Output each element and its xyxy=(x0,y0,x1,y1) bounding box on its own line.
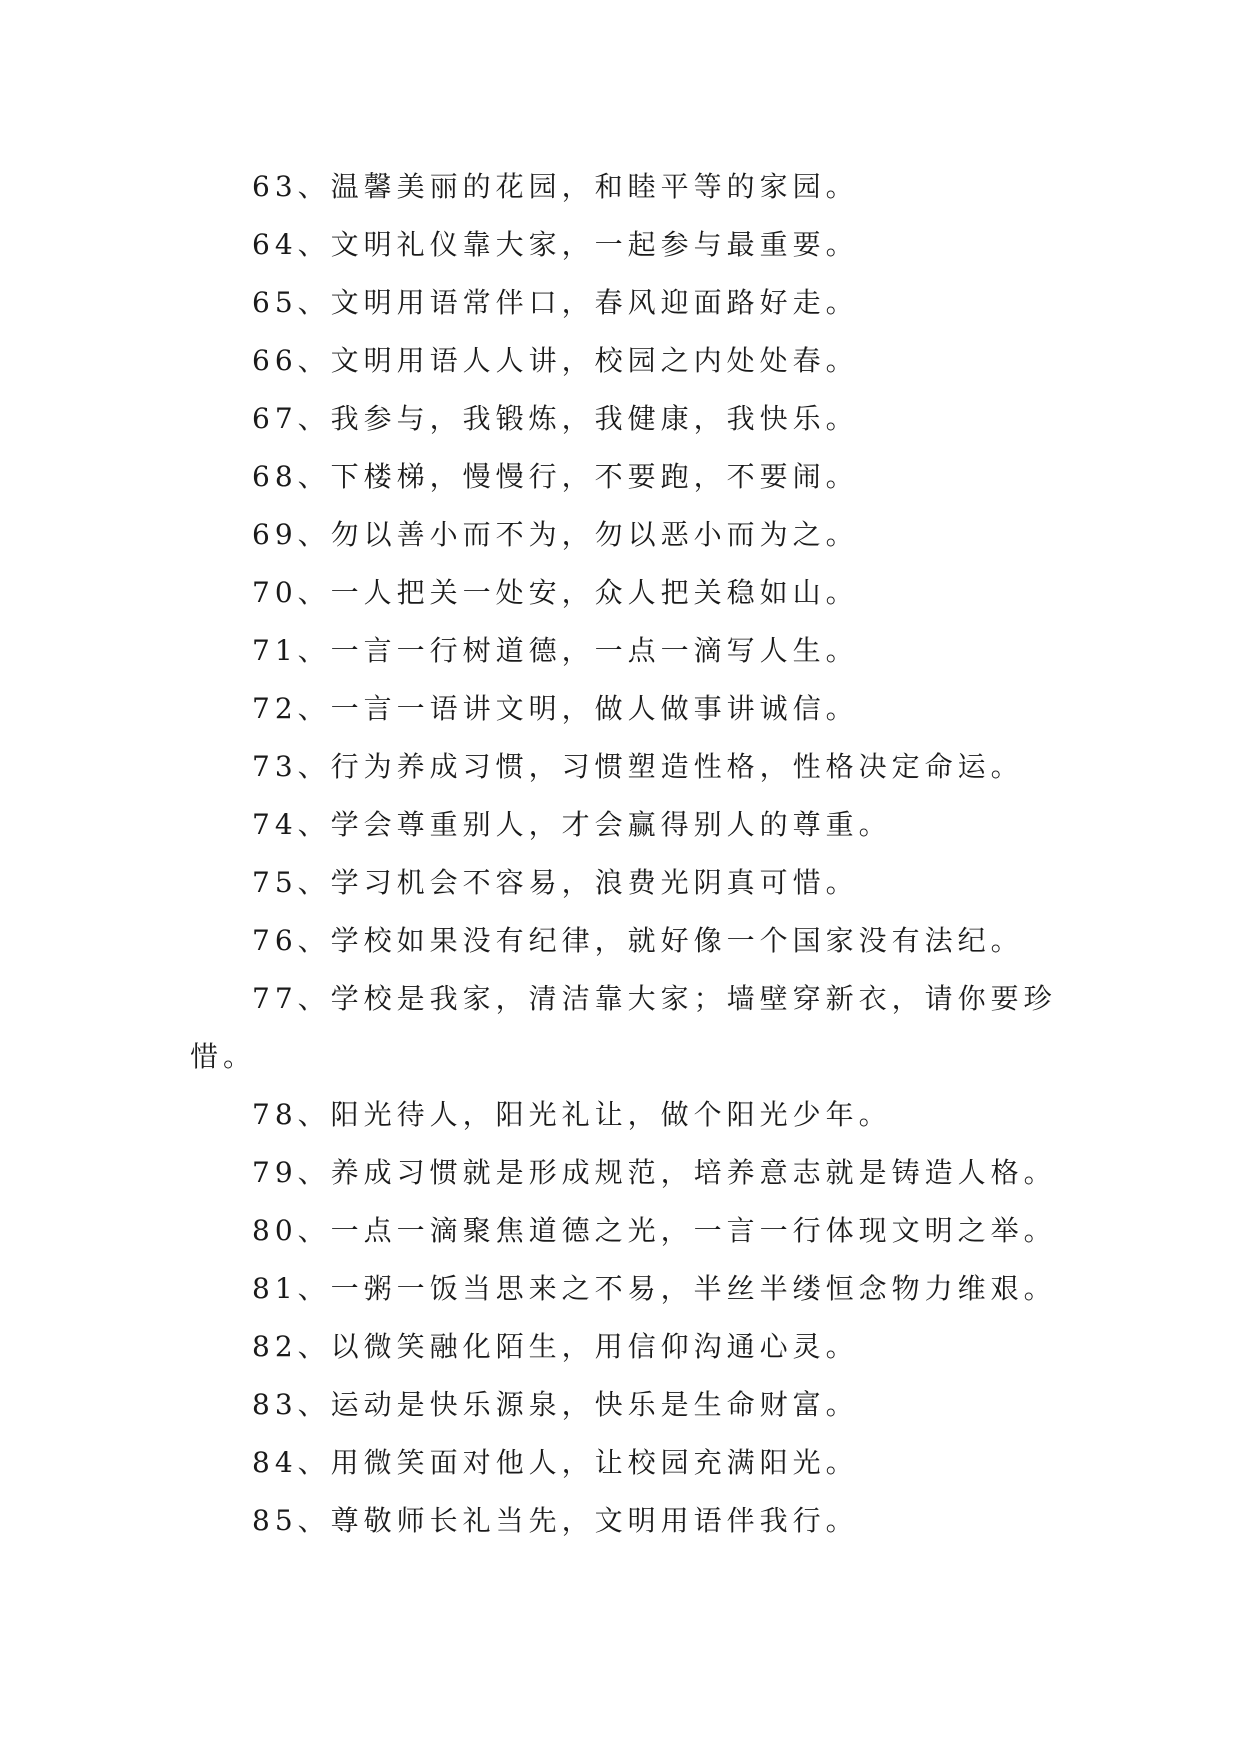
slogan-line-74: 74、学会尊重别人，才会赢得别人的尊重。 xyxy=(252,808,892,841)
slogan-line-77: 77、学校是我家，清洁靠大家；墙壁穿新衣，请你要珍惜。 xyxy=(190,982,1057,1073)
slogan-line-85: 85、尊敬师长礼当先，文明用语伴我行。 xyxy=(252,1504,859,1537)
slogan-line-75: 75、学习机会不容易，浪费光阴真可惜。 xyxy=(252,866,859,899)
slogan-line-63: 63、温馨美丽的花园，和睦平等的家园。 xyxy=(252,170,859,203)
slogan-line-76: 76、学校如果没有纪律，就好像一个国家没有法纪。 xyxy=(252,924,1024,957)
slogan-line-78: 78、阳光待人，阳光礼让，做个阳光少年。 xyxy=(252,1098,892,1131)
slogan-line-83: 83、运动是快乐源泉，快乐是生命财富。 xyxy=(252,1388,859,1421)
slogan-list xyxy=(190,158,1070,1550)
slogan-line-66: 66、文明用语人人讲，校园之内处处春。 xyxy=(252,344,859,377)
slogan-line-79: 79、养成习惯就是形成规范，培养意志就是铸造人格。 xyxy=(252,1156,1057,1189)
slogan-line-67: 67、我参与，我锻炼，我健康，我快乐。 xyxy=(252,402,859,435)
slogan-line-68: 68、下楼梯，慢慢行，不要跑，不要闹。 xyxy=(252,460,859,493)
slogan-line-81: 81、一粥一饭当思来之不易，半丝半缕恒念物力维艰。 xyxy=(252,1272,1057,1305)
slogan-line-72: 72、一言一语讲文明，做人做事讲诚信。 xyxy=(252,692,859,725)
slogan-line-69: 69、勿以善小而不为，勿以恶小而为之。 xyxy=(252,518,859,551)
slogan-line-73: 73、行为养成习惯，习惯塑造性格，性格决定命运。 xyxy=(252,750,1024,783)
slogan-line-70: 70、一人把关一处安，众人把关稳如山。 xyxy=(252,576,859,609)
slogan-line-65: 65、文明用语常伴口，春风迎面路好走。 xyxy=(252,286,859,319)
slogan-line-82: 82、以微笑融化陌生，用信仰沟通心灵。 xyxy=(252,1330,859,1363)
slogan-line-80: 80、一点一滴聚焦道德之光，一言一行体现文明之举。 xyxy=(252,1214,1057,1247)
slogan-line-71: 71、一言一行树道德，一点一滴写人生。 xyxy=(252,634,859,667)
slogan-line-84: 84、用微笑面对他人，让校园充满阳光。 xyxy=(252,1446,859,1479)
slogan-line-64: 64、文明礼仪靠大家，一起参与最重要。 xyxy=(252,228,859,261)
